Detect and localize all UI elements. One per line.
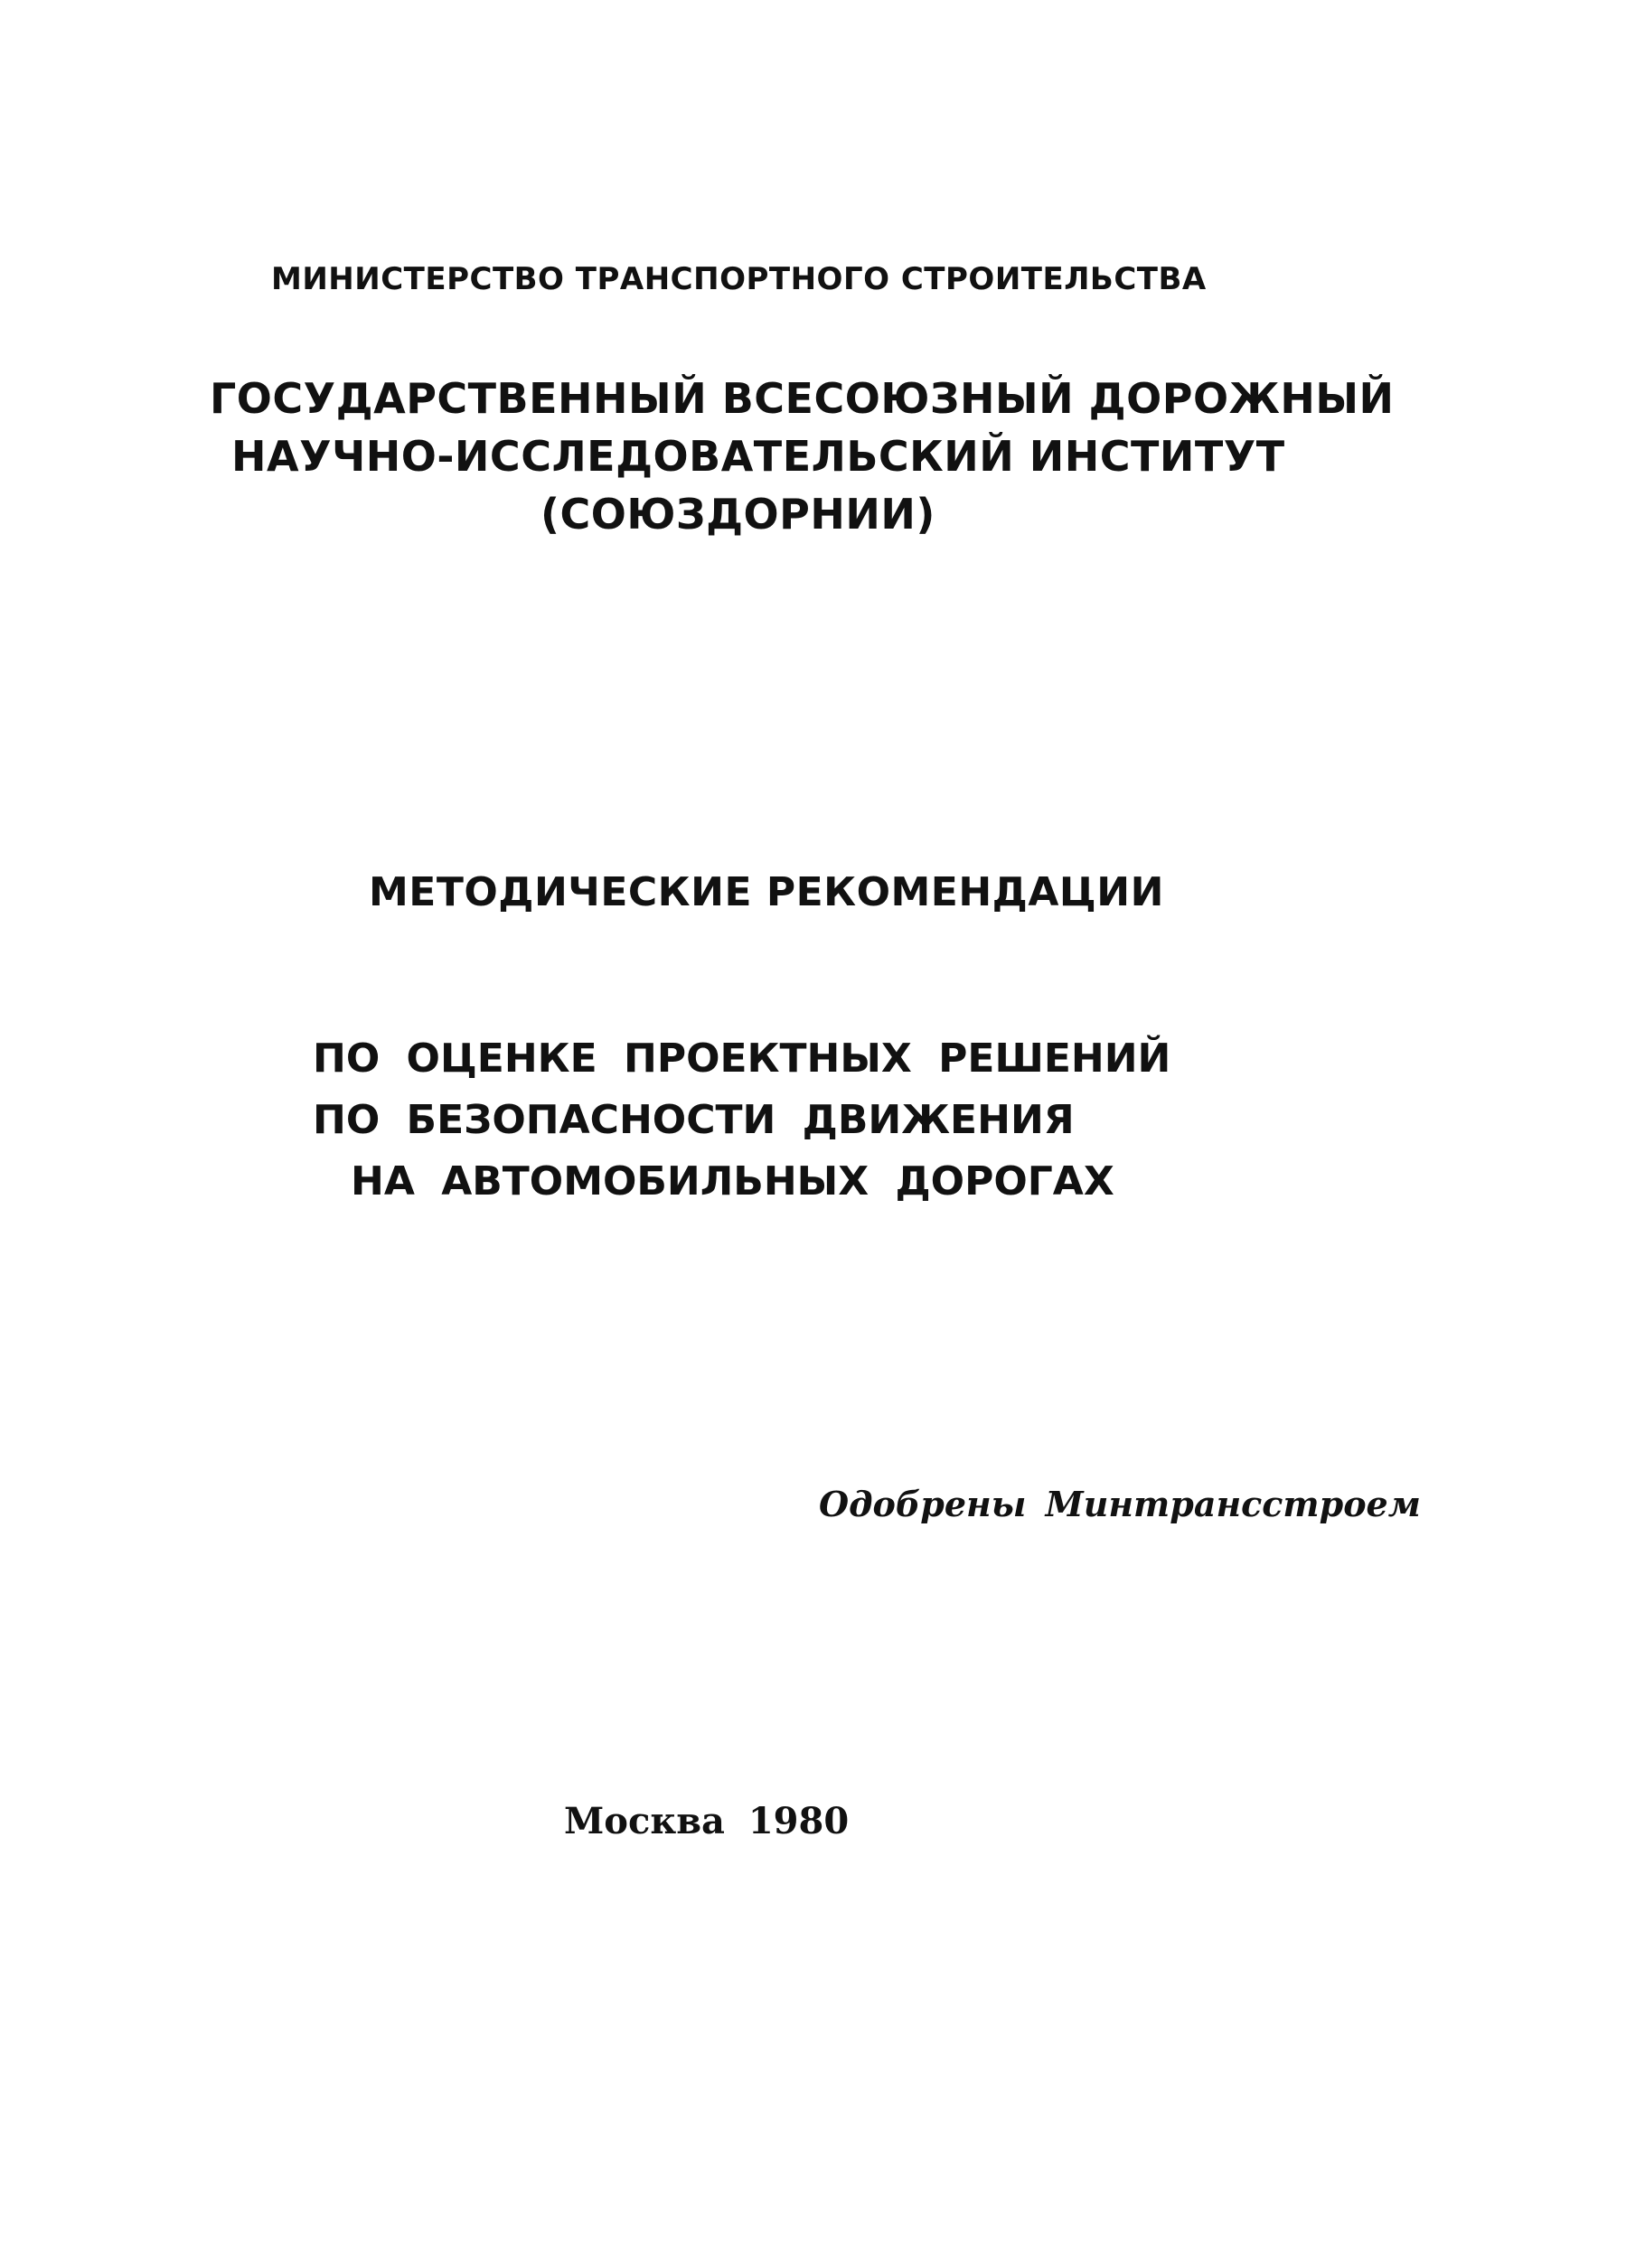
document-title: МЕТОДИЧЕСКИЕ РЕКОМЕНДАЦИИ [369,869,1164,915]
ministry-name: МИНИСТЕРСТВО ТРАНСПОРТНОГО СТРОИТЕЛЬСТВА [271,261,1207,297]
document-subtitle-line-1: ПО ОЦЕНКЕ ПРОЕКТНЫХ РЕШЕНИЙ [313,1036,1171,1082]
document-subtitle-line-2: ПО БЕЗОПАСНОСТИ ДВИЖЕНИЯ [313,1097,1075,1143]
approval-note: Одобрены Минтрансстроем [819,1484,1421,1524]
institute-name-line-1: ГОСУДАРСТВЕННЫЙ ВСЕСОЮЗНЫЙ ДОРОЖНЫЙ [210,374,1395,423]
institute-name-line-2: НАУЧНО-ИССЛЕДОВАТЕЛЬСКИЙ ИНСТИТУТ [231,432,1285,481]
institute-abbreviation: (СОЮЗДОРНИИ) [540,490,935,539]
publication-place-year: Москва 1980 [564,1800,850,1842]
document-subtitle-line-3: НА АВТОМОБИЛЬНЫХ ДОРОГАХ [351,1158,1114,1204]
